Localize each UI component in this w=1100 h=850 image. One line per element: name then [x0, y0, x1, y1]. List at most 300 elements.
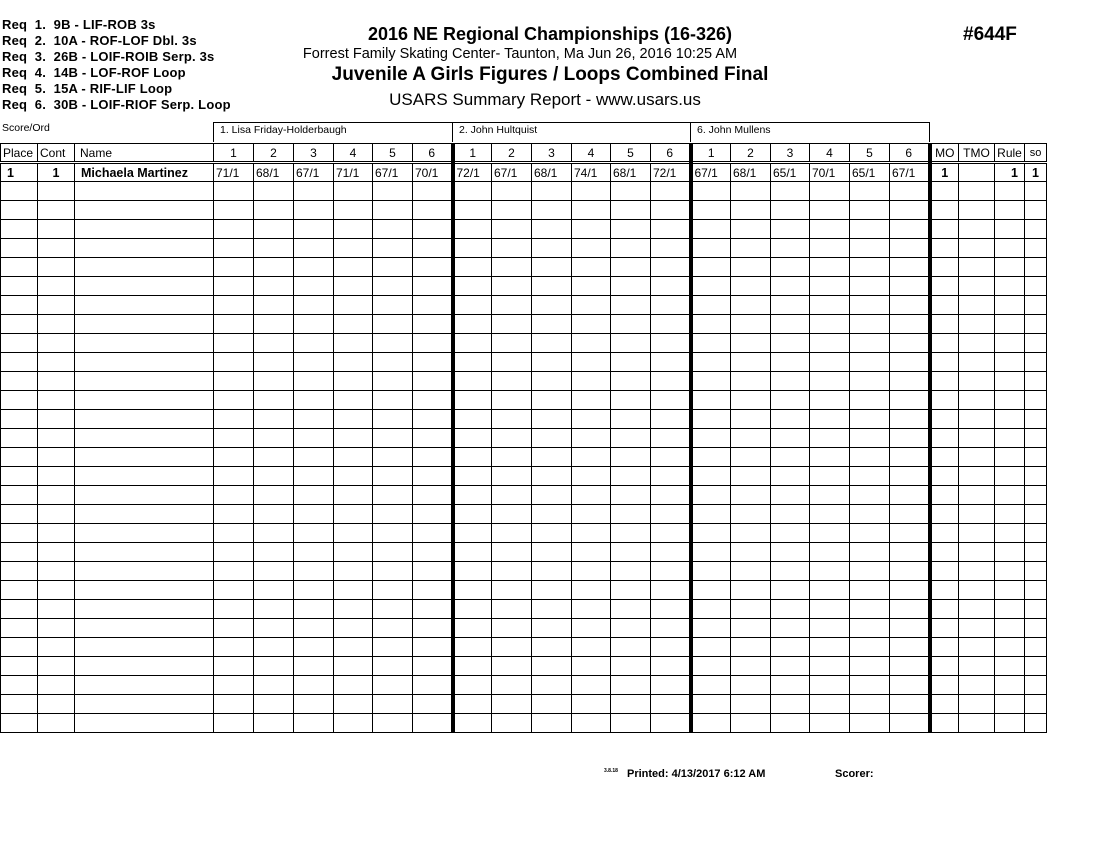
empty-cell — [38, 277, 75, 296]
empty-cell — [850, 391, 890, 410]
empty-cell — [959, 201, 995, 220]
empty-cell — [1, 201, 38, 220]
empty-cell — [413, 695, 453, 714]
empty-cell — [532, 296, 572, 315]
empty-cell — [294, 391, 334, 410]
empty-cell — [890, 600, 930, 619]
empty-cell — [1025, 429, 1047, 448]
empty-cell — [254, 391, 294, 410]
empty-cell — [572, 182, 611, 201]
empty-cell — [572, 296, 611, 315]
empty-cell — [492, 334, 532, 353]
empty-cell — [572, 239, 611, 258]
empty-cell — [572, 524, 611, 543]
empty-cell — [75, 429, 214, 448]
empty-cell — [651, 714, 691, 733]
col-j3-1: 1 — [691, 144, 731, 163]
empty-cell — [373, 562, 413, 581]
empty-cell — [254, 182, 294, 201]
empty-cell — [651, 182, 691, 201]
empty-cell — [691, 581, 731, 600]
empty-cell — [453, 581, 492, 600]
table-row — [1, 315, 1047, 334]
empty-cell — [731, 220, 771, 239]
score-j1-1: 71/1 — [214, 163, 254, 182]
empty-cell — [959, 638, 995, 657]
col-j3-6: 6 — [890, 144, 930, 163]
empty-cell — [294, 372, 334, 391]
empty-cell — [254, 467, 294, 486]
empty-cell — [771, 676, 810, 695]
empty-cell — [930, 201, 959, 220]
empty-cell — [413, 239, 453, 258]
empty-cell — [492, 220, 532, 239]
empty-cell — [572, 448, 611, 467]
col-j1-4: 4 — [334, 144, 373, 163]
empty-cell — [1025, 600, 1047, 619]
score-j3-1: 67/1 — [691, 163, 731, 182]
table-row — [1, 334, 1047, 353]
empty-cell — [731, 619, 771, 638]
empty-cell — [334, 258, 373, 277]
empty-cell — [959, 600, 995, 619]
empty-cell — [532, 315, 572, 334]
empty-cell — [492, 714, 532, 733]
empty-cell — [75, 391, 214, 410]
score-j2-1: 72/1 — [453, 163, 492, 182]
empty-cell — [294, 277, 334, 296]
empty-cell — [214, 391, 254, 410]
empty-cell — [691, 201, 731, 220]
empty-cell — [373, 524, 413, 543]
empty-cell — [254, 201, 294, 220]
requirements-list — [2, 17, 231, 113]
empty-cell — [731, 524, 771, 543]
empty-cell — [572, 714, 611, 733]
empty-cell — [334, 296, 373, 315]
empty-cell — [850, 600, 890, 619]
empty-cell — [731, 353, 771, 372]
empty-cell — [771, 505, 810, 524]
empty-cell — [334, 334, 373, 353]
empty-cell — [850, 220, 890, 239]
empty-cell — [995, 619, 1025, 638]
empty-cell — [492, 676, 532, 695]
empty-cell — [1025, 296, 1047, 315]
empty-cell — [334, 353, 373, 372]
empty-cell — [691, 429, 731, 448]
place-cell: 1 — [1, 163, 38, 182]
empty-cell — [254, 657, 294, 676]
empty-cell — [691, 467, 731, 486]
empty-cell — [1, 695, 38, 714]
empty-cell — [492, 182, 532, 201]
empty-cell — [1025, 467, 1047, 486]
empty-cell — [294, 695, 334, 714]
empty-cell — [890, 182, 930, 201]
empty-cell — [930, 353, 959, 372]
empty-cell — [38, 353, 75, 372]
empty-cell — [214, 657, 254, 676]
empty-cell — [691, 562, 731, 581]
empty-cell — [651, 201, 691, 220]
empty-cell — [334, 657, 373, 676]
empty-cell — [38, 543, 75, 562]
col-mo: MO — [930, 144, 959, 163]
empty-cell — [850, 410, 890, 429]
empty-cell — [38, 581, 75, 600]
empty-cell — [890, 372, 930, 391]
empty-cell — [572, 619, 611, 638]
empty-cell — [691, 600, 731, 619]
empty-cell — [930, 429, 959, 448]
score-j1-3: 67/1 — [294, 163, 334, 182]
empty-cell — [731, 695, 771, 714]
empty-cell — [810, 277, 850, 296]
empty-cell — [995, 448, 1025, 467]
empty-cell — [38, 372, 75, 391]
empty-cell — [294, 315, 334, 334]
empty-cell — [413, 372, 453, 391]
empty-cell — [930, 391, 959, 410]
empty-cell — [1, 334, 38, 353]
score-j3-3: 65/1 — [771, 163, 810, 182]
empty-cell — [850, 695, 890, 714]
event-title: 2016 NE Regional Championships (16-326) — [367, 24, 733, 44]
version-label: 3.8.18 — [604, 768, 618, 774]
empty-cell — [413, 714, 453, 733]
empty-cell — [771, 182, 810, 201]
empty-cell — [1025, 543, 1047, 562]
empty-cell — [453, 239, 492, 258]
empty-cell — [691, 410, 731, 429]
table-row — [1, 277, 1047, 296]
empty-cell — [572, 410, 611, 429]
empty-cell — [959, 182, 995, 201]
empty-cell — [532, 182, 572, 201]
col-j3-3: 3 — [771, 144, 810, 163]
empty-cell — [334, 714, 373, 733]
col-j2-1: 1 — [453, 144, 492, 163]
empty-cell — [373, 619, 413, 638]
empty-cell — [413, 182, 453, 201]
empty-cell — [1025, 638, 1047, 657]
table-row — [1, 182, 1047, 201]
empty-cell — [771, 581, 810, 600]
empty-cell — [810, 410, 850, 429]
empty-cell — [890, 486, 930, 505]
empty-cell — [1025, 714, 1047, 733]
empty-cell — [810, 562, 850, 581]
empty-cell — [492, 638, 532, 657]
empty-cell — [373, 334, 413, 353]
empty-cell — [890, 448, 930, 467]
empty-cell — [651, 391, 691, 410]
col-j3-5: 5 — [850, 144, 890, 163]
empty-cell — [850, 239, 890, 258]
empty-cell — [890, 277, 930, 296]
table-row — [1, 353, 1047, 372]
empty-cell — [890, 619, 930, 638]
empty-cell — [995, 334, 1025, 353]
table-row — [1, 543, 1047, 562]
empty-cell — [995, 714, 1025, 733]
table-row — [1, 201, 1047, 220]
empty-cell — [810, 334, 850, 353]
empty-cell — [254, 258, 294, 277]
empty-cell — [959, 410, 995, 429]
requirement-1: Req 1. 9B - LIF-ROB 3s — [2, 17, 156, 32]
results-table — [0, 143, 1047, 733]
empty-cell — [214, 638, 254, 657]
empty-cell — [810, 695, 850, 714]
empty-cell — [572, 391, 611, 410]
empty-cell — [731, 448, 771, 467]
empty-cell — [294, 239, 334, 258]
empty-cell — [214, 372, 254, 391]
empty-cell — [1025, 562, 1047, 581]
empty-cell — [334, 638, 373, 657]
empty-cell — [38, 676, 75, 695]
empty-cell — [810, 714, 850, 733]
rule-cell: 1 — [995, 163, 1025, 182]
empty-cell — [930, 619, 959, 638]
empty-cell — [930, 638, 959, 657]
empty-cell — [572, 277, 611, 296]
empty-cell — [254, 296, 294, 315]
col-j1-3: 3 — [294, 144, 334, 163]
empty-cell — [1, 353, 38, 372]
empty-cell — [75, 524, 214, 543]
empty-cell — [995, 258, 1025, 277]
empty-cell — [294, 638, 334, 657]
empty-cell — [810, 296, 850, 315]
empty-cell — [995, 315, 1025, 334]
empty-cell — [611, 562, 651, 581]
empty-cell — [254, 429, 294, 448]
empty-cell — [1025, 372, 1047, 391]
empty-cell — [254, 315, 294, 334]
empty-cell — [254, 410, 294, 429]
empty-cell — [75, 334, 214, 353]
empty-cell — [334, 429, 373, 448]
table-row — [1, 372, 1047, 391]
empty-cell — [890, 239, 930, 258]
so-cell: 1 — [1025, 163, 1047, 182]
empty-cell — [850, 657, 890, 676]
empty-cell — [214, 334, 254, 353]
empty-cell — [930, 315, 959, 334]
empty-cell — [214, 619, 254, 638]
empty-cell — [214, 220, 254, 239]
empty-cell — [850, 505, 890, 524]
empty-cell — [651, 334, 691, 353]
empty-cell — [731, 391, 771, 410]
empty-cell — [373, 258, 413, 277]
empty-cell — [1, 619, 38, 638]
empty-cell — [691, 182, 731, 201]
empty-cell — [731, 505, 771, 524]
empty-cell — [373, 353, 413, 372]
empty-cell — [38, 562, 75, 581]
empty-cell — [373, 410, 413, 429]
empty-cell — [492, 581, 532, 600]
empty-cell — [611, 220, 651, 239]
empty-cell — [691, 372, 731, 391]
empty-cell — [492, 562, 532, 581]
empty-cell — [651, 448, 691, 467]
empty-cell — [214, 277, 254, 296]
empty-cell — [611, 391, 651, 410]
empty-cell — [959, 467, 995, 486]
empty-cell — [731, 638, 771, 657]
empty-cell — [75, 600, 214, 619]
table-row — [1, 448, 1047, 467]
empty-cell — [691, 315, 731, 334]
col-j2-5: 5 — [611, 144, 651, 163]
empty-cell — [214, 296, 254, 315]
table-row — [1, 714, 1047, 733]
empty-cell — [453, 714, 492, 733]
empty-cell — [890, 429, 930, 448]
empty-cell — [810, 258, 850, 277]
empty-cell — [771, 714, 810, 733]
empty-cell — [731, 467, 771, 486]
empty-cell — [492, 372, 532, 391]
empty-cell — [691, 505, 731, 524]
empty-cell — [294, 448, 334, 467]
table-row — [1, 239, 1047, 258]
empty-cell — [532, 600, 572, 619]
empty-cell — [453, 277, 492, 296]
empty-cell — [731, 486, 771, 505]
empty-cell — [890, 410, 930, 429]
empty-cell — [254, 334, 294, 353]
empty-cell — [1, 372, 38, 391]
empty-cell — [294, 334, 334, 353]
empty-cell — [995, 600, 1025, 619]
empty-cell — [995, 277, 1025, 296]
empty-cell — [254, 695, 294, 714]
empty-cell — [453, 258, 492, 277]
empty-cell — [959, 657, 995, 676]
empty-cell — [75, 467, 214, 486]
empty-cell — [214, 258, 254, 277]
empty-cell — [771, 562, 810, 581]
requirement-4: Req 4. 14B - LOF-ROF Loop — [2, 65, 186, 80]
empty-cell — [890, 714, 930, 733]
empty-cell — [930, 676, 959, 695]
empty-cell — [959, 676, 995, 695]
empty-cell — [38, 429, 75, 448]
empty-cell — [1, 296, 38, 315]
empty-cell — [38, 638, 75, 657]
judge-3-header: 6. John Mullens — [690, 122, 930, 142]
empty-cell — [532, 372, 572, 391]
col-j1-6: 6 — [413, 144, 453, 163]
empty-cell — [75, 505, 214, 524]
empty-cell — [810, 505, 850, 524]
empty-cell — [413, 657, 453, 676]
empty-cell — [38, 524, 75, 543]
table-row — [1, 220, 1047, 239]
empty-cell — [294, 714, 334, 733]
empty-cell — [413, 448, 453, 467]
empty-cell — [572, 334, 611, 353]
empty-cell — [930, 448, 959, 467]
empty-cell — [373, 505, 413, 524]
empty-cell — [254, 638, 294, 657]
empty-cell — [75, 657, 214, 676]
empty-cell — [771, 543, 810, 562]
empty-cell — [850, 486, 890, 505]
empty-cell — [930, 296, 959, 315]
empty-cell — [890, 505, 930, 524]
empty-cell — [611, 315, 651, 334]
mo-cell: 1 — [930, 163, 959, 182]
empty-cell — [995, 353, 1025, 372]
empty-cell — [254, 505, 294, 524]
empty-cell — [38, 315, 75, 334]
empty-cell — [413, 600, 453, 619]
empty-cell — [334, 315, 373, 334]
table-row — [1, 657, 1047, 676]
col-place: Place — [1, 144, 38, 163]
empty-cell — [532, 562, 572, 581]
score-j2-6: 72/1 — [651, 163, 691, 182]
empty-cell — [959, 220, 995, 239]
col-so: so — [1025, 144, 1047, 163]
empty-cell — [413, 562, 453, 581]
empty-cell — [1, 543, 38, 562]
empty-cell — [771, 448, 810, 467]
empty-cell — [38, 714, 75, 733]
empty-cell — [75, 372, 214, 391]
empty-cell — [611, 201, 651, 220]
empty-cell — [691, 543, 731, 562]
empty-cell — [572, 600, 611, 619]
empty-cell — [810, 543, 850, 562]
empty-cell — [373, 486, 413, 505]
empty-cell — [651, 524, 691, 543]
empty-cell — [890, 581, 930, 600]
empty-cell — [1, 448, 38, 467]
empty-cell — [930, 581, 959, 600]
empty-cell — [572, 220, 611, 239]
empty-cell — [453, 486, 492, 505]
score-j3-2: 68/1 — [731, 163, 771, 182]
empty-cell — [492, 657, 532, 676]
empty-cell — [691, 391, 731, 410]
empty-cell — [651, 372, 691, 391]
empty-cell — [1, 239, 38, 258]
empty-cell — [492, 467, 532, 486]
empty-cell — [334, 486, 373, 505]
empty-cell — [1025, 695, 1047, 714]
empty-cell — [959, 334, 995, 353]
empty-cell — [771, 429, 810, 448]
empty-cell — [373, 600, 413, 619]
empty-cell — [930, 505, 959, 524]
empty-cell — [294, 258, 334, 277]
empty-cell — [771, 391, 810, 410]
empty-cell — [373, 448, 413, 467]
empty-cell — [38, 201, 75, 220]
col-tmo: TMO — [959, 144, 995, 163]
empty-cell — [995, 695, 1025, 714]
empty-cell — [294, 486, 334, 505]
empty-cell — [1025, 619, 1047, 638]
